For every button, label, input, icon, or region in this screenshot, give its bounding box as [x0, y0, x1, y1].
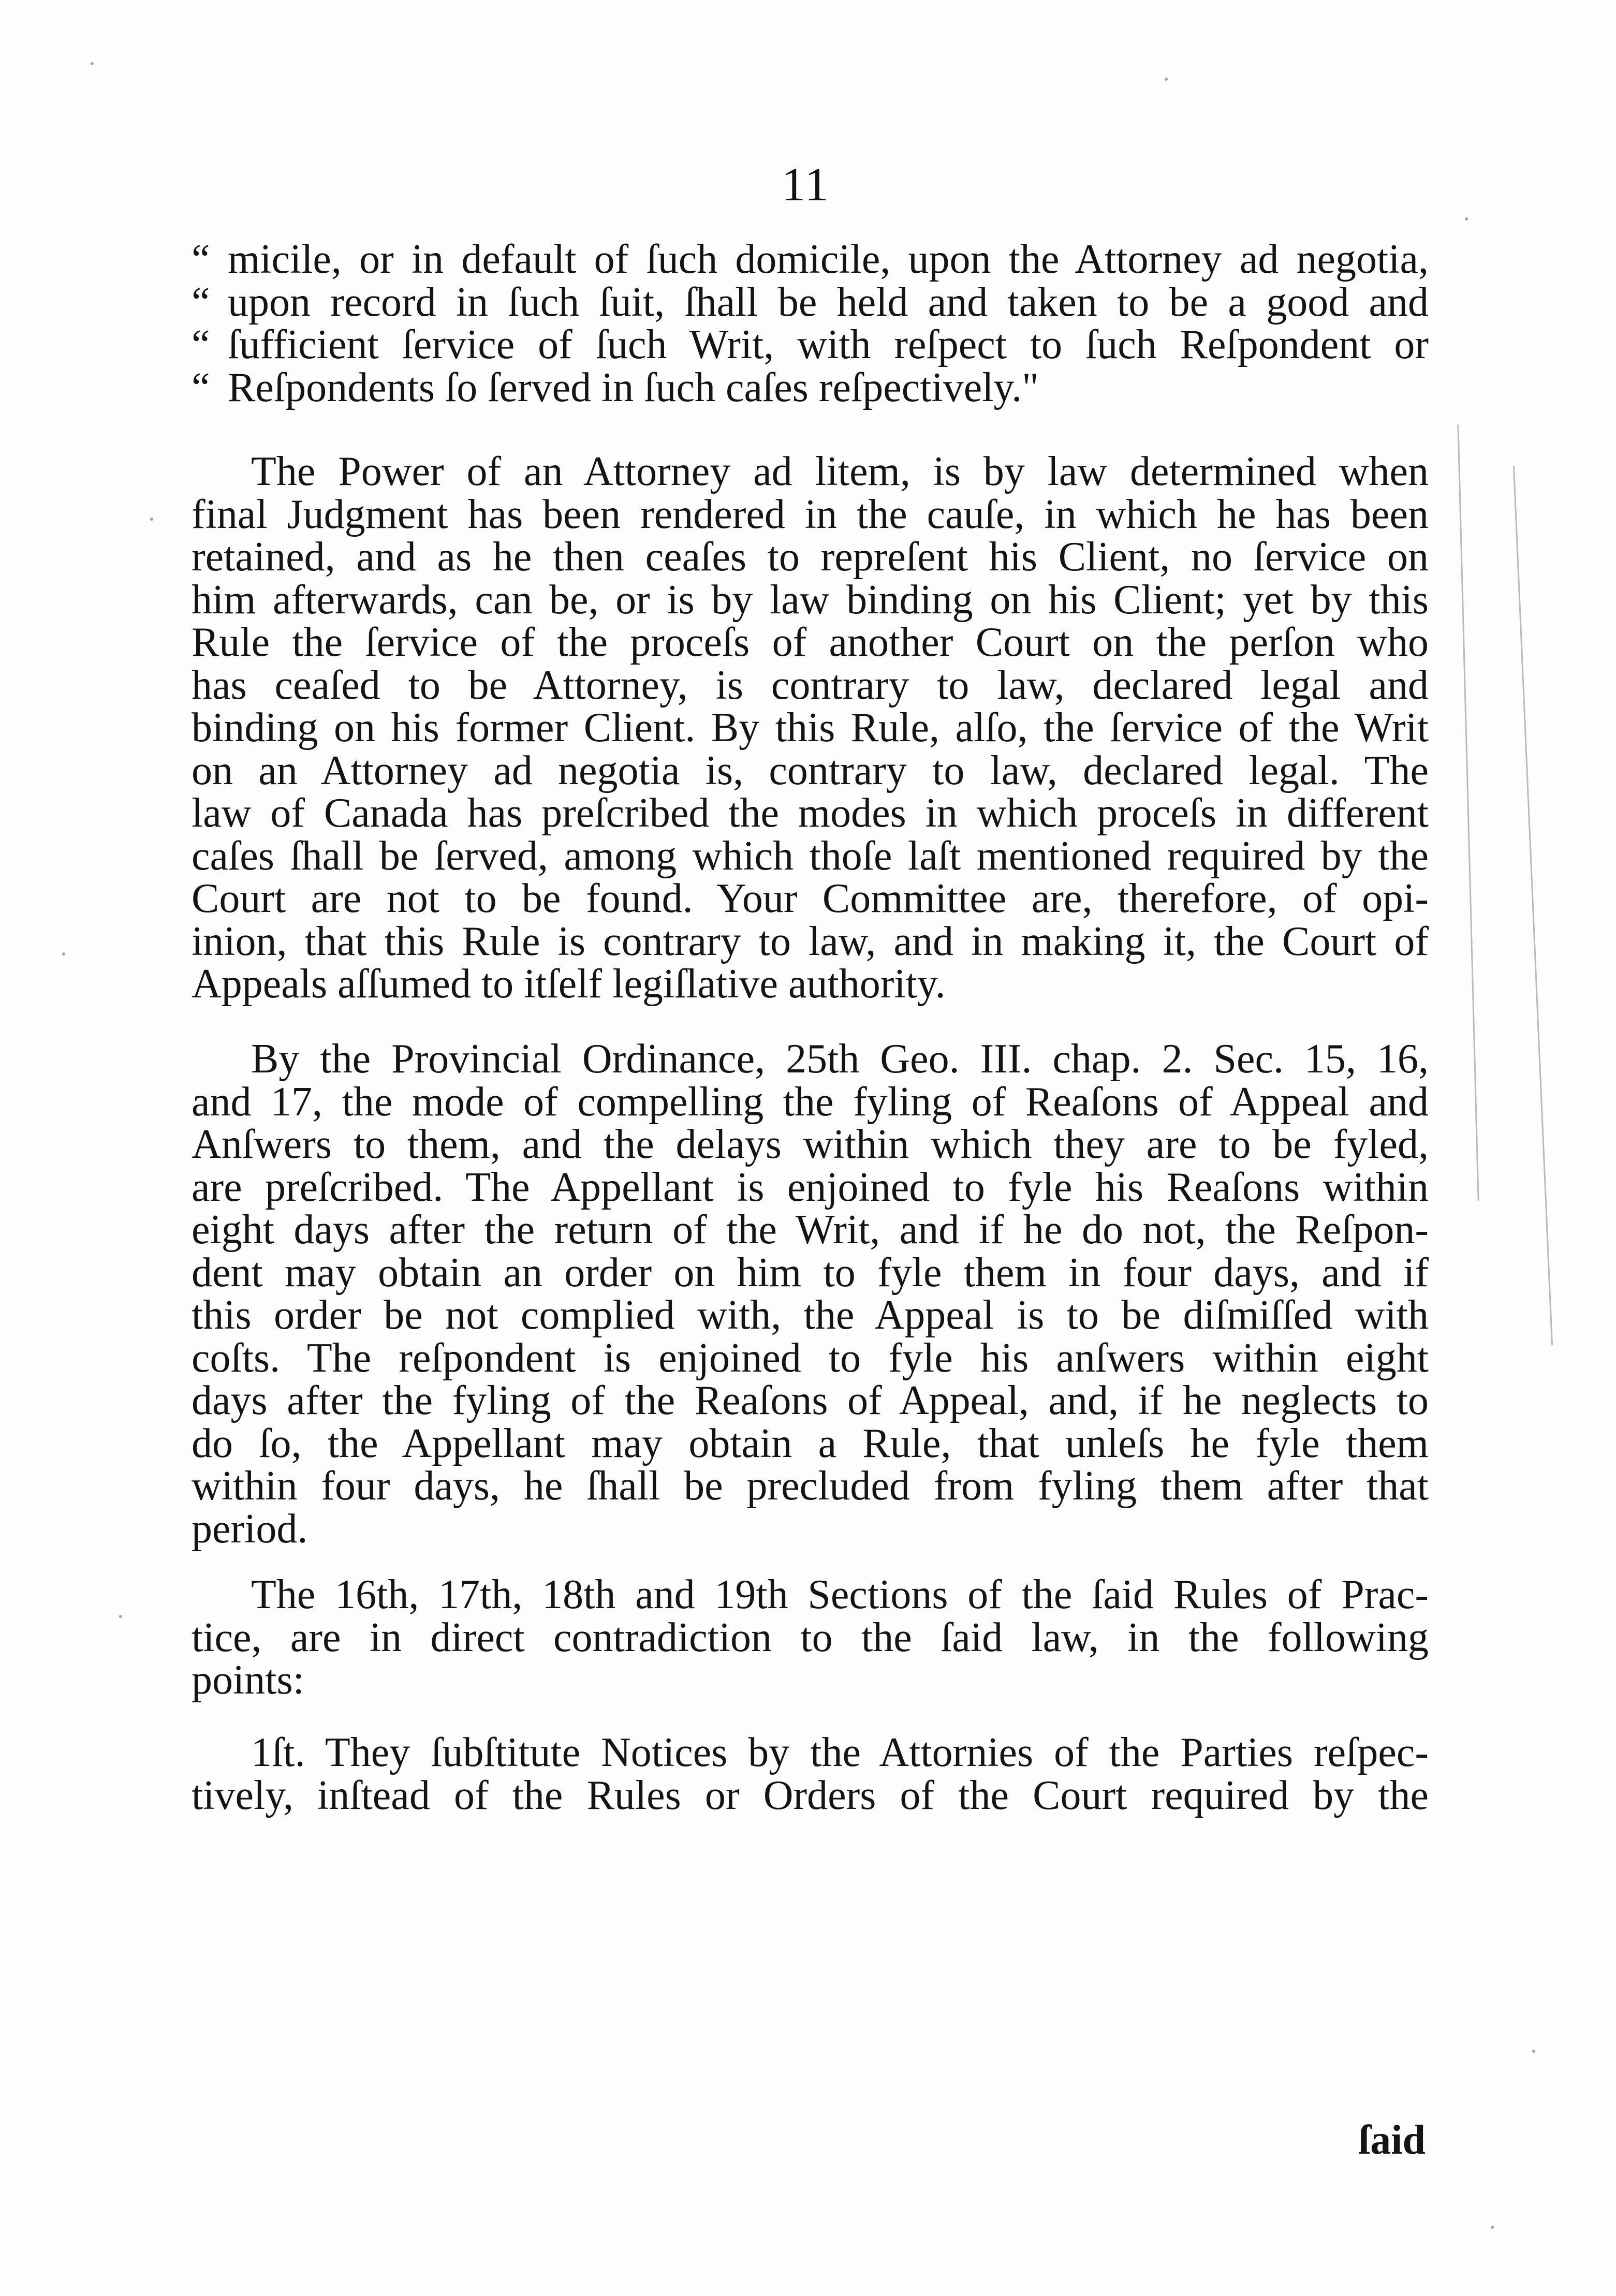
- scan-margin-line: [1513, 466, 1553, 1346]
- scan-speck: [62, 952, 65, 955]
- text-line: binding on his former Client. By this Rule, alſo, the ſervice of the Writ: [192, 705, 1429, 750]
- text-line: Anſwers to them, and the delays within which they are to be fyled,: [192, 1122, 1429, 1167]
- paragraph-point-first: [192, 1731, 1429, 1817]
- text-line: Appeals aſſumed to itſelf legiſlative authority.: [192, 961, 946, 1007]
- paragraph-sections-contradiction: [192, 1573, 1429, 1702]
- text-line: “ Reſpondents ſo ſerved in ſuch caſes reſpectively.": [192, 364, 1039, 410]
- text-line: caſes ſhall be ſerved, among which thoſe laſt mentioned required by the: [192, 833, 1429, 879]
- quote-mark: “: [192, 279, 210, 325]
- scan-speck: [91, 62, 94, 65]
- page-number: 11: [782, 158, 830, 211]
- text-line: period.: [192, 1506, 308, 1552]
- paragraph-provincial-ordinance: [192, 1038, 1429, 1550]
- scan-speck: [1491, 2226, 1494, 2229]
- catchword: ſaid: [1359, 2117, 1426, 2163]
- scan-speck: [1532, 2050, 1535, 2053]
- text-line: on an Attorney ad negotia is, contrary to law, declared legal. The: [192, 747, 1429, 793]
- text-line: days after the fyling of the Reaſons of Appeal, and, if he neglects to: [192, 1378, 1429, 1423]
- quote-mark: “: [192, 322, 210, 367]
- paragraph-quote-continuation: [192, 238, 1429, 409]
- text-line: Rule the ſervice of the proceſs of another Court on the perſon who: [192, 620, 1429, 665]
- text-line: final Judgment has been rendered in the cauſe, in which he has been: [192, 491, 1429, 537]
- text-line: “ ſufficient ſervice of ſuch Writ, with reſpect to ſuch Reſpondent or: [192, 322, 1429, 367]
- paragraph-power-of-attorney: [192, 450, 1429, 1006]
- text-line: him afterwards, can be, or is by law binding on his Client; yet by this: [192, 577, 1429, 623]
- text-line: retained, and as he then ceaſes to repreſent his Client, no ſervice on: [192, 534, 1429, 580]
- text-line: By the Provincial Ordinance, 25th Geo. III. chap. 2. Sec. 15, 16,: [251, 1036, 1429, 1082]
- scan-speck: [1465, 217, 1468, 220]
- text-line: do ſo, the Appellant may obtain a Rule, that unleſs he fyle them: [192, 1420, 1429, 1466]
- scan-speck: [1165, 78, 1168, 81]
- scan-speck: [150, 518, 153, 521]
- text-line: this order be not complied with, the Appeal is to be diſmiſſed with: [192, 1292, 1429, 1338]
- text-line: and 17, the mode of compelling the fyling of Reaſons of Appeal and: [192, 1079, 1429, 1125]
- text-line: dent may obtain an order on him to fyle them in four days, and if: [192, 1249, 1429, 1296]
- text-line: are preſcribed. The Appellant is enjoined to fyle his Reaſons within: [192, 1164, 1429, 1210]
- text-line: within four days, he ſhall be precluded from fyling them after that: [192, 1463, 1429, 1509]
- text-line: “ micile, or in default of ſuch domicile, upon the Attorney ad negotia,: [192, 237, 1429, 282]
- text-line: “ upon record in ſuch ſuit, ſhall be held and taken to be a good and: [192, 279, 1429, 325]
- text-line: 1ſt. They ſubſtitute Notices by the Attornies of the Parties reſpec-: [251, 1730, 1429, 1775]
- scan-margin-line: [1457, 424, 1479, 1201]
- text-line: coſts. The reſpondent is enjoined to fyle his anſwers within eight: [192, 1335, 1429, 1381]
- text-line: The 16th, 17th, 18th and 19th Sections of the ſaid Rules of Prac-: [251, 1572, 1429, 1617]
- text-line: Court are not to be found. Your Committee are, therefore, of opi-: [192, 876, 1429, 921]
- text-line: points:: [192, 1657, 304, 1703]
- text-line: tively, inſtead of the Rules or Orders of the Court required by the: [192, 1772, 1429, 1818]
- text-line: The Power of an Attorney ad litem, is by law determined when: [251, 449, 1429, 494]
- quote-mark: “: [192, 237, 210, 282]
- text-line: eight days after the return of the Writ, and if he do not, the Reſpon-: [192, 1207, 1429, 1253]
- text-line: law of Canada has preſcribed the modes in which proceſs in different: [192, 790, 1429, 836]
- text-line: tice, are in direct contradiction to the ſaid law, in the following: [192, 1614, 1429, 1660]
- quote-mark: “: [192, 364, 210, 410]
- text-line: inion, that this Rule is contrary to law, and in making it, the Court of: [192, 918, 1429, 964]
- text-line: has ceaſed to be Attorney, is contrary to law, declared legal and: [192, 662, 1429, 708]
- scan-speck: [119, 1615, 122, 1618]
